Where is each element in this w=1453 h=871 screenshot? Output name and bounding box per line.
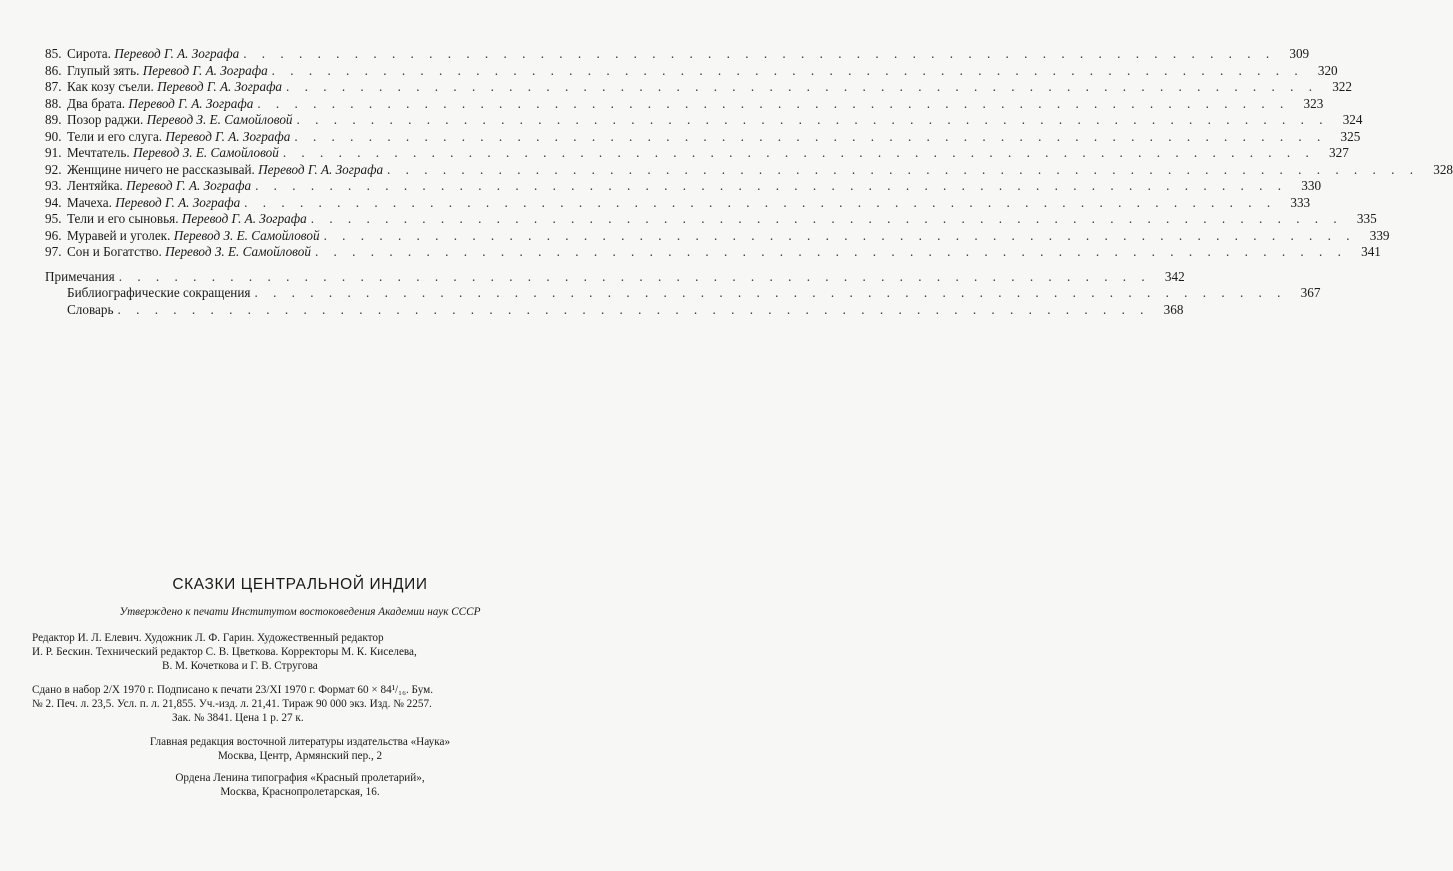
toc-entry-text bbox=[67, 178, 251, 195]
toc-entry-title: Тели и его слуга. bbox=[67, 128, 163, 144]
toc-entry bbox=[45, 178, 1322, 195]
toc-leader: . . . . . . . . . . . . . . . . . . . . . . . . . . . . . . . . . . . . . . . . . . . . . . . . . . . . . . . . bbox=[117, 301, 1150, 317]
toc-leader: . . . . . . . . . . . . . . . . . . . . . . . . . . . . . . . . . . . . . . . . . . . . . . . . . . . . . . . . bbox=[314, 244, 1347, 259]
toc-entry-text bbox=[67, 112, 293, 129]
credits bbox=[32, 631, 568, 673]
toc-entry bbox=[45, 95, 1324, 113]
toc-entry-number: 90. bbox=[45, 128, 62, 144]
toc-entry-translator: Перевод Г. А. Зографа bbox=[142, 62, 268, 78]
toc-entry-number: 91. bbox=[45, 145, 62, 160]
printer-line-1: Ордена Ленина типография «Красный пролетарий», bbox=[175, 772, 425, 784]
toc-entry-translator: Перевод З. Е. Самойловой bbox=[165, 244, 311, 259]
toc-leader: . . . . . . . . . . . . . . . . . . . . . . . . . . . . . . . . . . . . . . . . . . . . . . . . . . . . . . . . bbox=[244, 194, 1277, 210]
toc-entry-translator: Перевод З. Е. Самойловой bbox=[173, 227, 320, 243]
toc-entry-text bbox=[67, 162, 383, 179]
toc-entry-title: Два брата. bbox=[67, 95, 126, 111]
toc-entry-number: 86. bbox=[45, 62, 62, 78]
toc-entry-translator: Перевод З. Е. Самойловой bbox=[146, 112, 293, 127]
toc-entry-translator: Перевод Г. А. Зографа bbox=[115, 194, 241, 210]
publisher-line-2: Москва, Центр, Армянский пер., 2 bbox=[217, 750, 383, 762]
toc-notes-title: Примечания bbox=[45, 268, 115, 284]
print-line-3: Зак. № 3841. Цена 1 р. 27 к. bbox=[172, 712, 304, 724]
toc-entry-title: Женщине ничего не рассказывай. bbox=[67, 161, 255, 177]
toc-notes bbox=[45, 268, 1185, 286]
toc-entry bbox=[45, 161, 1453, 179]
toc-entry-page: 325 bbox=[1340, 128, 1361, 144]
toc-entry-number: 94. bbox=[45, 194, 62, 210]
toc-entry-number: 92. bbox=[45, 161, 62, 177]
toc-entry-text bbox=[67, 96, 253, 113]
toc-entry-title: Сон и Богатство. bbox=[67, 244, 162, 259]
credits-line-1: Редактор И. Л. Елевич. Художник Л. Ф. Гарин. Художественный редактор bbox=[32, 632, 384, 644]
credits-line-3: В. М. Кочеткова и Г. В. Стругова bbox=[162, 660, 318, 672]
toc-entry-title: Сирота. bbox=[67, 46, 111, 61]
toc-entry-text bbox=[67, 79, 282, 96]
print-line-2: № 2. Печ. л. 23,5. Усл. п. л. 21,855. Уч.-изд. л. 21,41. Тираж 90 000 экз. Изд. № 2257. bbox=[32, 698, 432, 710]
toc-glossary-title: Словарь bbox=[67, 301, 114, 317]
toc-entry-page: 339 bbox=[1369, 227, 1390, 243]
toc-entry-title: Лентяйка. bbox=[67, 178, 123, 193]
toc-entry-title: Тели и его сыновья. bbox=[67, 211, 179, 226]
toc-entry bbox=[45, 46, 1310, 63]
table-of-contents bbox=[45, 46, 1453, 318]
toc-entry-number: 85. bbox=[45, 46, 62, 61]
toc-entries bbox=[45, 46, 1453, 261]
toc-entry-text bbox=[67, 195, 240, 212]
toc-leader: . . . . . . . . . . . . . . . . . . . . . . . . . . . . . . . . . . . . . . . . . . . . . . . . . . . . . . . . bbox=[118, 268, 1151, 284]
toc-entry-title: Позор раджи. bbox=[67, 112, 144, 127]
toc-entry bbox=[45, 145, 1349, 162]
toc-entry bbox=[45, 194, 1311, 212]
toc-entry bbox=[45, 211, 1377, 228]
approval-note: Утверждено к печати Институтом востоковедения Академии наук СССР bbox=[119, 606, 481, 618]
toc-entry-page: 328 bbox=[1433, 161, 1453, 177]
toc-leader: . . . . . . . . . . . . . . . . . . . . . . . . . . . . . . . . . . . . . . . . . . . . . . . . . . . . . . . . bbox=[282, 145, 1315, 160]
toc-entry-text bbox=[67, 244, 311, 261]
print-line-1: Сдано в набор 2/X 1970 г. Подписано к печати 23/XI 1970 г. Формат 60 × 84¹/₁₆. Бум. bbox=[32, 684, 434, 696]
toc-entry bbox=[45, 112, 1363, 129]
toc-leader: . . . . . . . . . . . . . . . . . . . . . . . . . . . . . . . . . . . . . . . . . . . . . . . . . . . . . . . . bbox=[255, 178, 1288, 193]
book-title: СКАЗКИ ЦЕНТРАЛЬНОЙ ИНДИИ bbox=[172, 576, 428, 593]
publisher bbox=[32, 735, 568, 763]
toc-entry bbox=[45, 62, 1338, 80]
toc-entry-translator: Перевод Г. А. Зографа bbox=[157, 79, 283, 94]
toc-leader: . . . . . . . . . . . . . . . . . . . . . . . . . . . . . . . . . . . . . . . . . . . . . . . . . . . . . . . . bbox=[271, 62, 1304, 78]
toc-entry-page: 323 bbox=[1303, 95, 1324, 111]
toc-entry-text bbox=[67, 145, 279, 162]
toc-entry-number: 93. bbox=[45, 178, 62, 193]
toc-entry-translator: Перевод Г. А. Зографа bbox=[165, 128, 291, 144]
publisher-line-1: Главная редакция восточной литературы издательства «Наука» bbox=[149, 736, 451, 748]
toc-leader: . . . . . . . . . . . . . . . . . . . . . . . . . . . . . . . . . . . . . . . . . . . . . . . . . . . . . . . . bbox=[310, 211, 1343, 226]
toc-entry-page: 341 bbox=[1361, 244, 1381, 259]
toc-entry-number: 97. bbox=[45, 244, 62, 259]
toc-entry-translator: Перевод Г. А. Зографа bbox=[114, 46, 240, 61]
toc-entry-number: 95. bbox=[45, 211, 62, 226]
printer-line-2: Москва, Краснопролетарская, 16. bbox=[220, 786, 380, 798]
toc-entry-title: Глупый зять. bbox=[67, 62, 140, 78]
toc-entry bbox=[45, 244, 1381, 261]
toc-leader: . . . . . . . . . . . . . . . . . . . . . . . . . . . . . . . . . . . . . . . . . . . . . . . . . . . . . . . . bbox=[243, 46, 1276, 61]
print-data bbox=[32, 683, 568, 725]
toc-entry-title: Муравей и уголек. bbox=[67, 227, 171, 243]
toc-entry bbox=[45, 79, 1352, 96]
toc-entry-title: Мечтатель. bbox=[67, 145, 130, 160]
toc-entry-page: 327 bbox=[1329, 145, 1349, 160]
toc-glossary bbox=[45, 301, 1184, 319]
toc-entry-text bbox=[67, 211, 307, 228]
toc-entry-number: 87. bbox=[45, 79, 62, 94]
toc-biblio bbox=[45, 285, 1321, 302]
toc-entry bbox=[45, 128, 1361, 146]
colophon bbox=[32, 576, 568, 799]
toc-entry-number: 96. bbox=[45, 227, 62, 243]
printer bbox=[32, 771, 568, 799]
toc-entry-text bbox=[67, 63, 268, 80]
toc-biblio-page: 367 bbox=[1300, 285, 1321, 300]
toc-entry-number: 89. bbox=[45, 112, 62, 127]
toc-entry-page: 324 bbox=[1342, 112, 1363, 127]
toc-entry-text bbox=[67, 228, 320, 245]
toc-leader: . . . . . . . . . . . . . . . . . . . . . . . . . . . . . . . . . . . . . . . . . . . . . . . . . . . . . . . . bbox=[254, 285, 1287, 300]
toc-glossary-page: 368 bbox=[1163, 301, 1184, 317]
toc-entry-number: 88. bbox=[45, 95, 62, 111]
toc-biblio-title: Библиографические сокращения bbox=[67, 285, 251, 300]
toc-leader: . . . . . . . . . . . . . . . . . . . . . . . . . . . . . . . . . . . . . . . . . . . . . . . . . . . . . . . . bbox=[323, 227, 1356, 243]
toc-entry-translator: Перевод Г. А. Зографа bbox=[181, 211, 307, 226]
toc-entry-text bbox=[67, 46, 239, 63]
toc-entry-page: 322 bbox=[1332, 79, 1352, 94]
toc-leader: . . . . . . . . . . . . . . . . . . . . . . . . . . . . . . . . . . . . . . . . . . . . . . . . . . . . . . . . bbox=[387, 161, 1419, 177]
toc-entry-translator: Перевод Г. А. Зографа bbox=[128, 95, 254, 111]
toc-leader: . . . . . . . . . . . . . . . . . . . . . . . . . . . . . . . . . . . . . . . . . . . . . . . . . . . . . . . . bbox=[257, 95, 1290, 111]
toc-entry-translator: Перевод Г. А. Зографа bbox=[126, 178, 252, 193]
toc-entry-page: 335 bbox=[1356, 211, 1377, 226]
toc-leader: . . . . . . . . . . . . . . . . . . . . . . . . . . . . . . . . . . . . . . . . . . . . . . . . . . . . . . . . bbox=[294, 128, 1327, 144]
toc-entry-page: 309 bbox=[1289, 46, 1310, 61]
credits-line-2: И. Р. Бескин. Технический редактор С. В. Цветкова. Корректоры М. К. Киселева, bbox=[32, 646, 417, 658]
toc-leader: . . . . . . . . . . . . . . . . . . . . . . . . . . . . . . . . . . . . . . . . . . . . . . . . . . . . . . . . bbox=[286, 79, 1318, 94]
toc-entry bbox=[45, 227, 1390, 245]
toc-entry-page: 330 bbox=[1301, 178, 1322, 193]
toc-entry-title: Мачеха. bbox=[67, 194, 112, 210]
toc-entry-translator: Перевод Г. А. Зографа bbox=[258, 161, 384, 177]
toc-notes-page: 342 bbox=[1164, 268, 1185, 284]
toc-entry-page: 320 bbox=[1317, 62, 1338, 78]
toc-entry-translator: Перевод З. Е. Самойловой bbox=[132, 145, 279, 160]
toc-entry-title: Как козу съели. bbox=[67, 79, 154, 94]
toc-leader: . . . . . . . . . . . . . . . . . . . . . . . . . . . . . . . . . . . . . . . . . . . . . . . . . . . . . . . . bbox=[296, 112, 1329, 127]
toc-entry-page: 333 bbox=[1290, 194, 1311, 210]
toc-entry-text bbox=[67, 129, 290, 146]
